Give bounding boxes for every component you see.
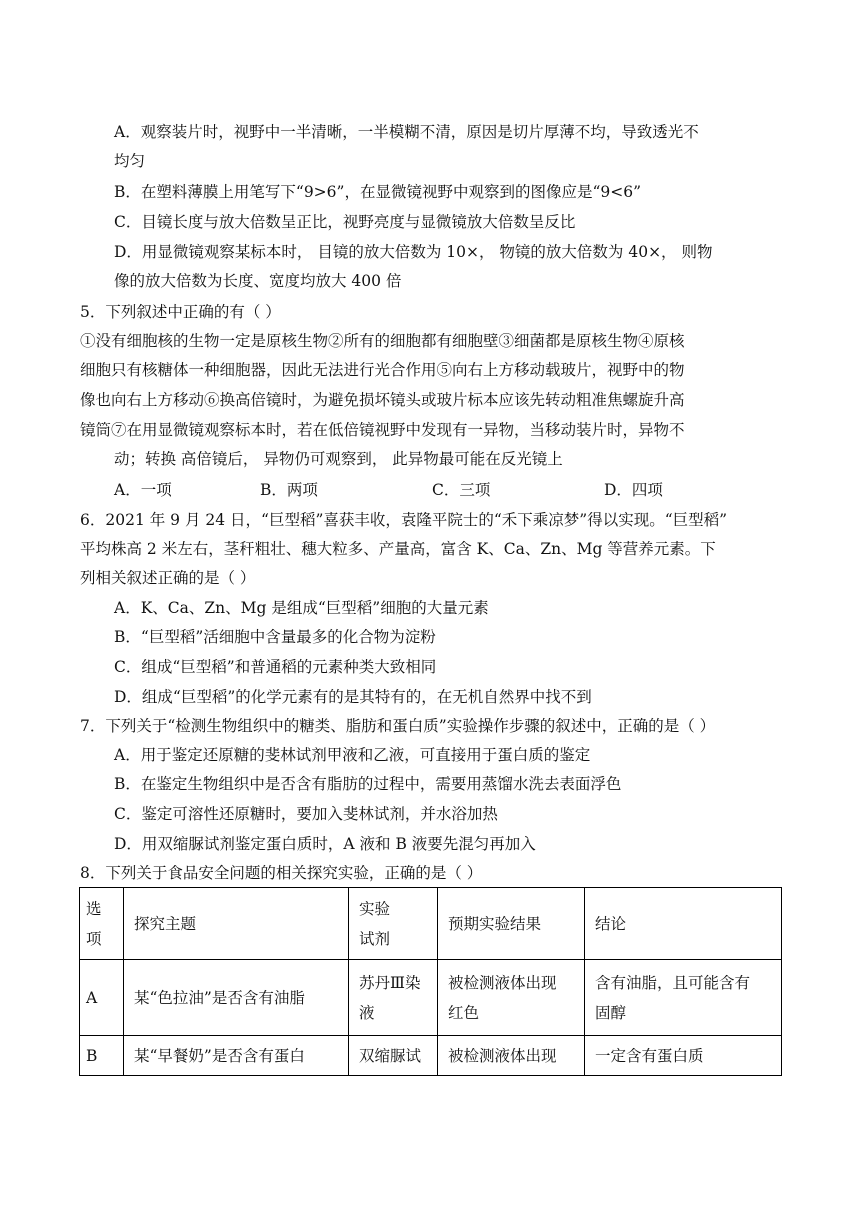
q5-body-line1: ①没有细胞核的生物一定是原核生物②所有的细胞都有细胞壁③细菌都是原核生物④原核 [80, 332, 685, 350]
q5-option-a: A．一项 [114, 481, 172, 499]
q5-option-b: B．两项 [260, 481, 318, 499]
row-a-result: 被检测液体出现 红色 [438, 960, 585, 1036]
q8-table [79, 887, 782, 1076]
q5-body-line4: 镜筒⑦在用显微镜观察标本时，若在低倍镜视野中发现有一异物，当移动装片时，异物不 [80, 421, 685, 439]
q5-option-c: C．三项 [432, 481, 491, 499]
q6-option-c: C．组成“巨型稻”和普通稻的元素种类大致相同 [114, 658, 437, 676]
header-option: 选 项 [80, 888, 124, 960]
q6-stem-line1: 6．2021 年 9 月 24 日，“巨型稻”喜获丰收，袁隆平院士的“禾下乘凉梦”得以实现。“巨型稻” [80, 511, 728, 529]
q7-option-c: C．鉴定可溶性还原糖时，要加入斐林试剂，并水浴加热 [114, 805, 498, 823]
q7-option-d: D．用双缩脲试剂鉴定蛋白质时，A 液和 B 液要先混匀再加入 [114, 835, 536, 853]
q5-stem: 5．下列叙述中正确的有（ ） [80, 303, 281, 321]
table-row [80, 1036, 782, 1076]
header-reagent: 实验 试剂 [349, 888, 438, 960]
q4-option-d-line2: 像的放大倍数为长度、宽度均放大 400 倍 [114, 272, 402, 290]
header-conclusion: 结论 [585, 888, 782, 960]
q5-body-line5: 动；转换 高倍镜后， 异物仍可观察到， 此异物最可能在反光镜上 [114, 450, 563, 468]
row-a-topic: 某“色拉油”是否含有油脂 [124, 960, 349, 1036]
q7-option-a: A．用于鉴定还原糖的斐林试剂甲液和乙液，可直接用于蛋白质的鉴定 [114, 746, 591, 764]
q4-option-d-line1: D．用显微镜观察某标本时， 目镜的放大倍数为 10×， 物镜的放大倍数为 40×， 则物 [114, 243, 713, 261]
q4-option-b: B．在塑料薄膜上用笔写下“9>6”，在显微镜视野中观察到的图像应是“9<6” [114, 183, 642, 201]
q5-option-d: D．四项 [604, 481, 663, 499]
q6-option-b: B．“巨型稻”活细胞中含量最多的化合物为淀粉 [114, 628, 436, 646]
row-b-topic: 某“早餐奶”是否含有蛋白 [124, 1036, 349, 1076]
row-a-option: A [80, 960, 124, 1036]
q6-stem-line2: 平均株高 2 米左右，茎秆粗壮、穗大粒多、产量高，富含 K、Ca、Zn、Mg 等营养元素。下 [80, 540, 716, 558]
q5-body-line3: 像也向右上方移动⑥换高倍镜时，为避免损坏镜头或玻片标本应该先转动粗准焦螺旋升高 [80, 391, 685, 409]
row-b-option: B [80, 1036, 124, 1076]
q4-option-a-line1: A．观察装片时，视野中一半清晰，一半模糊不清，原因是切片厚薄不均，导致透光不 [114, 123, 699, 141]
q5-body-line2: 细胞只有核糖体一种细胞器，因此无法进行光合作用⑤向右上方移动载玻片，视野中的物 [80, 361, 685, 379]
q4-option-a-line2: 均匀 [114, 152, 146, 170]
table-row [80, 960, 782, 1036]
q6-option-a: A．K、Ca、Zn、Mg 是组成“巨型稻”细胞的大量元素 [114, 599, 489, 617]
row-a-conclusion: 含有油脂，且可能含有 固醇 [585, 960, 782, 1036]
q6-stem-line3: 列相关叙述正确的是（ ） [80, 569, 256, 587]
row-b-reagent: 双缩脲试 [349, 1036, 438, 1076]
row-b-result: 被检测液体出现 [438, 1036, 585, 1076]
header-topic: 探究主题 [124, 888, 349, 960]
q7-stem: 7．下列关于“检测生物组织中的糖类、脂肪和蛋白质”实验操作步骤的叙述中，正确的是（ ） [80, 717, 716, 735]
table-header-row [80, 888, 782, 960]
q8-stem: 8．下列关于食品安全问题的相关探究实验，正确的是（ ） [80, 864, 483, 882]
row-a-reagent: 苏丹Ⅲ染 液 [349, 960, 438, 1036]
q7-option-b: B．在鉴定生物组织中是否含有脂肪的过程中，需要用蒸馏水洗去表面浮色 [114, 775, 622, 793]
row-b-conclusion: 一定含有蛋白质 [585, 1036, 782, 1076]
q4-option-c: C．目镜长度与放大倍数呈正比，视野亮度与显微镜放大倍数呈反比 [114, 213, 576, 231]
header-expected-result: 预期实验结果 [438, 888, 585, 960]
q6-option-d: D．组成“巨型稻”的化学元素有的是其特有的，在无机自然界中找不到 [114, 688, 592, 706]
q5-options [114, 479, 754, 501]
